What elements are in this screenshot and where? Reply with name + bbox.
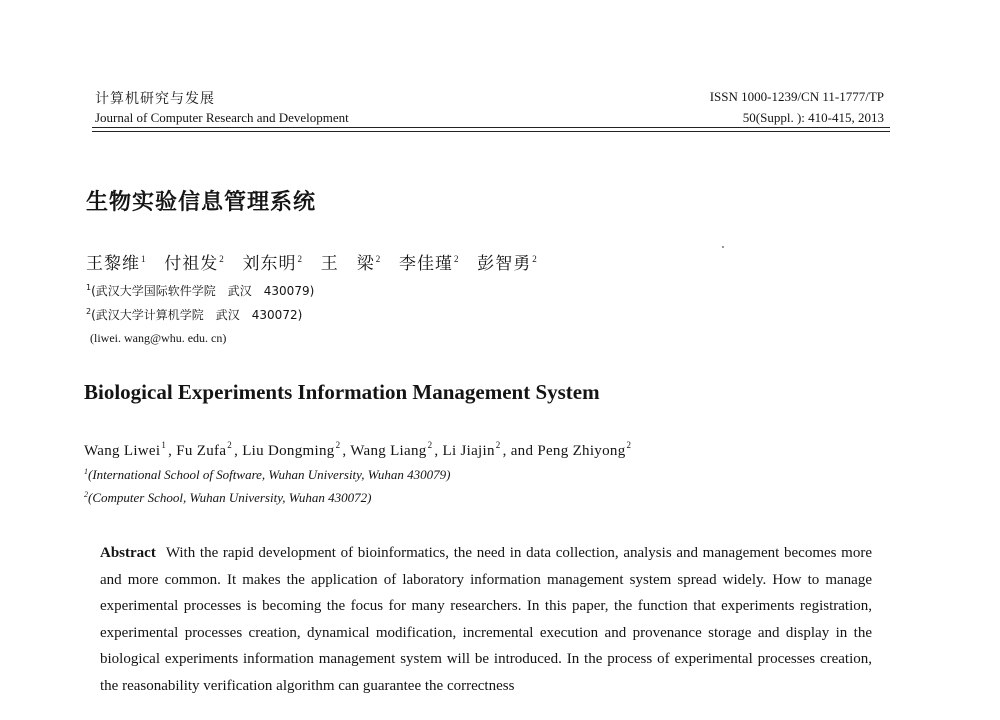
author-email: (liwei. wang@whu. edu. cn) (90, 331, 227, 345)
aff-number: 2 (86, 307, 92, 316)
author-en: Li Jiajin (442, 443, 495, 459)
author-aff-mark: 2 (375, 254, 382, 264)
author-aff-mark: 2 (297, 254, 303, 264)
author-cn: 李佳瑾 (399, 254, 453, 273)
volume-info: 50(Suppl. ): 410-415, 2013 (742, 110, 884, 125)
author-aff-mark: 2 (495, 440, 501, 450)
author-list-cn (86, 249, 540, 274)
journal-title-en: Journal of Computer Research and Development (95, 110, 349, 125)
header-rule-thin (92, 131, 890, 132)
author-aff-mark: 2 (219, 254, 225, 264)
author-aff-mark: 2 (427, 440, 433, 450)
author-cn: 王 梁 (320, 254, 375, 273)
abstract-block (100, 540, 872, 700)
author-cn: 付祖发 (164, 254, 219, 273)
aff-number: 1 (86, 283, 92, 292)
aff-number: 1 (84, 467, 88, 476)
paper-title-en: Biological Experiments Information Management System (84, 380, 600, 404)
author-aff-mark: 2 (227, 440, 233, 450)
author-en: Peng Zhiyong (537, 443, 626, 459)
author-aff-mark: 2 (454, 254, 460, 264)
author-aff-mark: 1 (141, 254, 147, 264)
abstract-text: With the rapid development of bioinformatics, the need in data collection, analysis and management becomes more and more common. It makes the application of laboratory information management system spread widely. How to manage experimental processes is becoming the focus for many researchers. In this paper, the function that experiments registration, experimental processes creation, dynamical modification, incremental execution and provenance storage and display in the biological experiments information management system will be introduced. In the process of experimental processes creation, the reasonability verification algorithm can guarantee the correctness (100, 545, 872, 694)
abstract-label: Abstract (100, 545, 156, 561)
scan-speck (722, 246, 724, 248)
paper-title-cn: 生物实验信息管理系统 (86, 190, 317, 215)
aff-text: (武汉大学计算机学院 武汉 430072) (91, 308, 303, 322)
aff-number: 2 (84, 490, 88, 499)
author-cn: 彭智勇 (477, 254, 532, 273)
author-list-en (84, 440, 633, 460)
journal-title-cn: 计算机研究与发展 (95, 92, 215, 107)
author-aff-mark: 2 (335, 440, 341, 450)
author-cn: 刘东明 (242, 254, 297, 273)
author-aff-mark: 1 (161, 440, 167, 450)
aff-text: (Computer School, Wuhan University, Wuhan 430072) (88, 490, 372, 505)
affiliation-en-1 (84, 467, 450, 483)
aff-text: (武汉大学国际软件学院 武汉 430079) (91, 284, 315, 298)
author-en: Wang Liwei (84, 443, 161, 459)
author-en: Fu Zufa (176, 443, 227, 459)
author-separator: , (168, 443, 177, 459)
author-en: Wang Liang (350, 443, 427, 459)
affiliation-en-2 (84, 490, 371, 506)
affiliation-cn-1 (86, 282, 314, 299)
author-aff-mark: 2 (532, 254, 538, 264)
issn: ISSN 1000-1239/CN 11-1777/TP (709, 89, 884, 104)
aff-text: (International School of Software, Wuhan University, Wuhan 430079) (88, 467, 451, 482)
author-aff-mark: 2 (626, 440, 632, 450)
affiliation-cn-2 (86, 306, 302, 323)
author-cn: 王黎维 (86, 254, 140, 273)
author-en: Liu Dongming (242, 443, 335, 459)
header-rule-thick (92, 127, 890, 128)
author-separator: , (234, 443, 243, 459)
author-separator: , (342, 443, 351, 459)
author-separator: , and (502, 443, 538, 459)
author-separator: , (434, 443, 443, 459)
